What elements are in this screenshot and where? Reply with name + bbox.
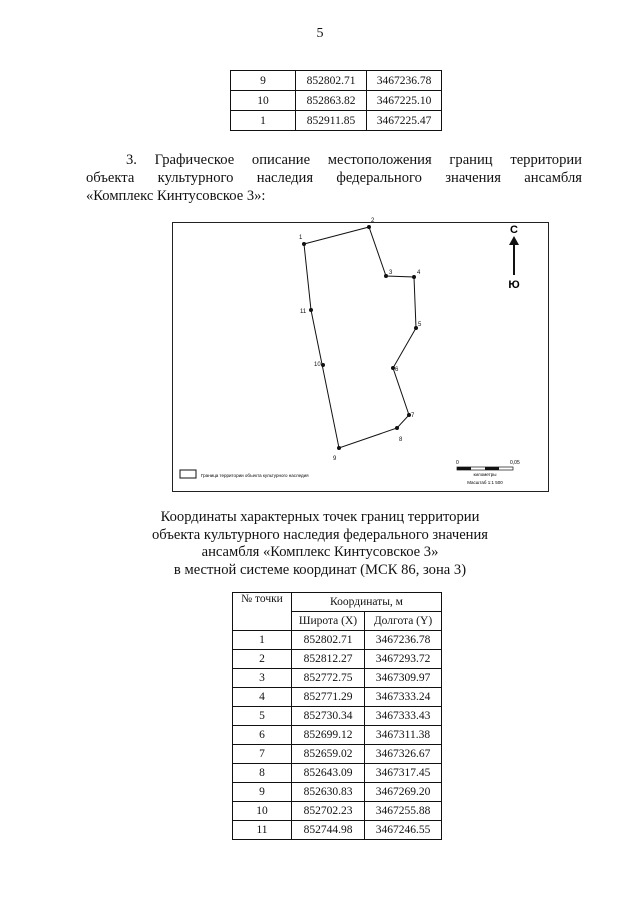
table-cell: 3467255.88 [365,802,442,821]
point-label-8: 8 [399,437,403,443]
boundary-point [395,426,399,430]
caption-line-2: объекта культурного наследия федерального значения [151,526,489,543]
coordinates-table-body [233,631,442,840]
table-row [233,802,442,821]
point-label-6: 6 [395,367,399,373]
table-cell: 2 [233,650,292,669]
boundary-point [412,275,416,279]
table-cell: 852911.85 [296,111,367,131]
table-row [233,650,442,669]
table-cell: 852771.29 [292,688,365,707]
table-cell: 5 [233,707,292,726]
map-legend [180,470,309,478]
point-label-9: 9 [333,456,337,462]
table-row [231,71,442,91]
table-row [231,111,442,131]
table-cell: 8 [233,764,292,783]
table-row [233,764,442,783]
table-cell: 852699.12 [292,726,365,745]
point-label-4: 4 [417,270,421,276]
caption-line-3: ансамбля «Комплекс Кинтусовское 3» [201,544,439,560]
table-cell: 3 [233,669,292,688]
section-line-2: объекта культурного наследия федерального значения ансамбля [86,170,582,186]
table-cell: 10 [231,91,296,111]
legend-swatch [180,470,196,478]
boundary-point [384,274,388,278]
boundary-points [302,225,418,450]
table-cell: 852630.83 [292,783,365,802]
table-cell: 852772.75 [292,669,365,688]
table-cell: 852659.02 [292,745,365,764]
table-cell: 1 [231,111,296,131]
boundary-polygon [304,227,416,448]
table-cell: 3467246.55 [365,821,442,840]
table-cell: 7 [233,745,292,764]
table-cell: 3467225.10 [367,91,442,111]
table-row [233,669,442,688]
header-y: Долгота (Y) [365,612,442,631]
table-row [233,783,442,802]
previous-coordinates-table [230,70,442,131]
caption-line-1: Координаты характерных точек границ территории [160,509,480,525]
table-cell: 3467326.67 [365,745,442,764]
table-cell: 852812.27 [292,650,365,669]
table-header-row [233,593,442,612]
scale-ratio: Масштаб 1:1 500 [467,480,503,485]
scale-end: 0,05 [510,460,520,466]
scale-unit: километры [473,472,497,477]
table-cell: 1 [233,631,292,650]
table-cell: 3467225.47 [367,111,442,131]
table-cell: 4 [233,688,292,707]
table-row [233,688,442,707]
table-row [231,91,442,111]
boundary-point [321,363,325,367]
boundary-map [172,218,549,492]
table-cell: 9 [231,71,296,91]
header-coordinates: Координаты, м [292,593,442,612]
table-cell: 3467293.72 [365,650,442,669]
point-label-2: 2 [371,218,375,224]
table-row [233,745,442,764]
point-label-11: 11 [300,309,307,315]
boundary-point [367,225,371,229]
point-label-10: 10 [314,362,321,368]
table-cell: 9 [233,783,292,802]
point-label-1: 1 [299,235,303,241]
table-cell: 3467269.20 [365,783,442,802]
table-row [233,707,442,726]
scale-bar [456,460,520,485]
caption-line-4: в местной системе координат (МСК 86, зона 3) [173,561,467,578]
table-cell: 852802.71 [292,631,365,650]
table-cell: 3467236.78 [367,71,442,91]
boundary-point [302,242,306,246]
table-cell: 852702.23 [292,802,365,821]
table-cell: 3467309.97 [365,669,442,688]
point-label-7: 7 [411,413,415,419]
section-line-1: 3. Графическое описание местоположения границ территории [126,152,582,168]
boundary-point [337,446,341,450]
table-row [233,821,442,840]
legend-text: Граница территории объекта культурного наследия [201,473,309,478]
header-x: Широта (X) [292,612,365,631]
table-row [233,726,442,745]
north-label: С [510,224,518,236]
table-cell: 852863.82 [296,91,367,111]
table-cell: 10 [233,802,292,821]
section-line-3: «Комплекс Кинтусовское 3»: [86,188,266,204]
table-cell: 852744.98 [292,821,365,840]
table-cell: 852730.34 [292,707,365,726]
table-cell: 3467333.43 [365,707,442,726]
coordinates-caption [0,509,640,579]
table-cell: 6 [233,726,292,745]
south-label: Ю [508,279,520,291]
table-cell: 3467236.78 [365,631,442,650]
table-cell: 852643.09 [292,764,365,783]
scale-start: 0 [456,460,459,466]
table-cell: 11 [233,821,292,840]
header-point: № точки [233,593,292,631]
page-number: 5 [316,26,324,41]
table-cell: 852802.71 [296,71,367,91]
north-arrow [508,224,519,291]
point-label-5: 5 [418,322,422,328]
coordinates-table [232,592,442,840]
section-heading [86,151,582,205]
map-svg [173,218,548,491]
table-cell: 3467333.24 [365,688,442,707]
boundary-point [309,308,313,312]
point-label-3: 3 [389,270,393,276]
table-cell: 3467317.45 [365,764,442,783]
table-cell: 3467311.38 [365,726,442,745]
table-row [233,631,442,650]
